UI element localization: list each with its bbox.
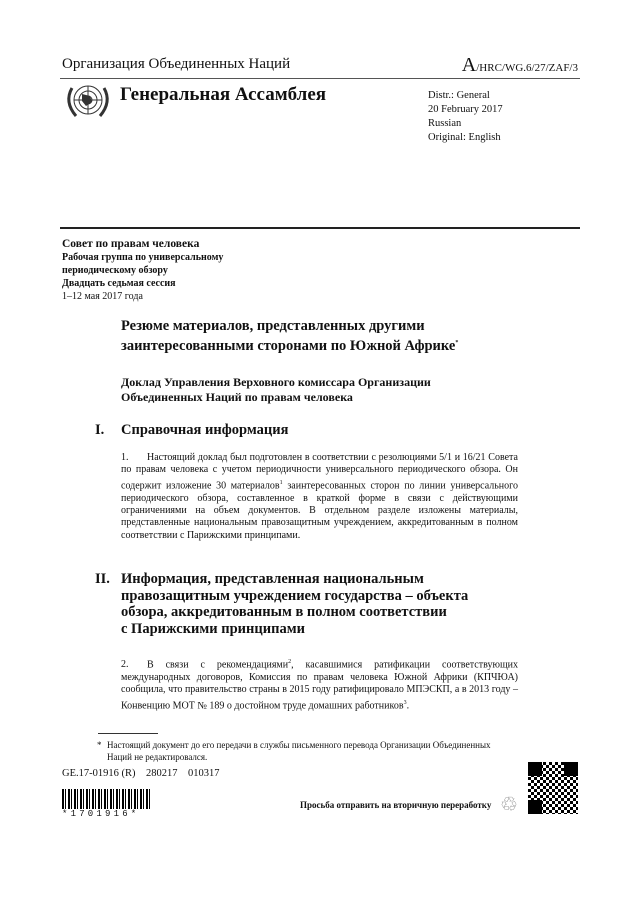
distribution-info	[428, 89, 503, 145]
section-title-line: с Парижскими принципами	[121, 620, 305, 637]
footnote	[97, 739, 517, 763]
job-number: GE.17-01916 (R) 280217 010317	[62, 768, 220, 779]
document-title	[121, 318, 458, 355]
thick-rule	[60, 227, 580, 229]
title-line: Резюме материалов, представленных другими	[121, 318, 425, 334]
footnote-ref[interactable]: 1	[279, 479, 283, 486]
document-subtitle	[121, 375, 431, 405]
original-line: Original: English	[428, 132, 501, 143]
title-footnote-mark[interactable]: *	[455, 340, 459, 346]
section-title-line: правозащитным учреждением государства – объекта	[121, 587, 469, 604]
section-title-line: обзора, аккредитованным в полном соответствии	[121, 604, 447, 620]
organization-name: Организация Объединенных Наций	[62, 56, 291, 72]
paragraph-text: .	[406, 699, 410, 711]
document-symbol	[462, 54, 578, 77]
paragraph-text: В связи с рекомендациями	[147, 659, 289, 671]
working-group-cont: периодическому обзору	[62, 265, 168, 276]
footnote-mark: *	[97, 740, 102, 750]
footnote-ref[interactable]: 3	[403, 699, 407, 706]
footnote-ref[interactable]: 2	[288, 659, 292, 665]
section-number: II.	[95, 571, 110, 587]
subtitle-line: Доклад Управления Верховного комиссара Организации	[121, 375, 431, 389]
barcode	[62, 789, 150, 809]
header-rule	[60, 78, 580, 79]
section-heading-2	[95, 571, 495, 637]
general-assembly-title: Генеральная Ассамблея	[120, 84, 327, 105]
council-block	[62, 238, 223, 303]
session-dates: 1–12 мая 2017 года	[62, 291, 143, 302]
section-title-line: Информация, представленная национальным	[121, 571, 424, 587]
working-group: Рабочая группа по универсальному	[62, 252, 224, 263]
council-name: Совет по правам человека	[62, 238, 200, 250]
footnote-rule	[98, 733, 158, 734]
paragraph-number: 1.	[121, 452, 129, 463]
section-heading-1	[95, 422, 495, 439]
date-line: 20 February 2017	[428, 104, 503, 115]
paragraph-text: , касавшимися ратификации соответствующих международных договоров, Комиссия по правам человека Южной Африки (КПЧЮА) сообщила, что правительство страны в 2015 году ратифицировало МПЭСКП, а в 2013 году – Конвенцию МОТ № 189 о достойном труде домашних работников	[121, 659, 518, 711]
language-line: Russian	[428, 118, 462, 129]
recycle-icon: ♲	[500, 794, 518, 816]
recycle-note: Просьба отправить на вторичную переработку	[300, 800, 492, 810]
footnote-text: Настоящий документ до его передачи в службы письменного перевода Организации Объединенных Наций не редактировался.	[107, 740, 491, 762]
subtitle-line: Объединенных Наций по правам человека	[121, 390, 353, 404]
distr-line: Distr.: General	[428, 90, 490, 101]
barcode-number: *1701916*	[62, 809, 140, 819]
qr-code-icon[interactable]	[528, 762, 578, 814]
symbol-code: /HRC/WG.6/27/ZAF/3	[476, 62, 578, 74]
paragraph-1	[121, 452, 518, 542]
title-line: заинтересованными сторонами по Южной Африке	[121, 337, 456, 354]
paragraph-text: Настоящий доклад был подготовлен в соответствии с резолюциями 5/1 и 16/21 Совета по правам человека с учетом периодичности универсального периодического обзора. Он содержит изложение 30 материалов	[121, 452, 518, 492]
session: Двадцать седьмая сессия	[62, 278, 176, 289]
paragraph-text: заинтересованных сторон по линии универсального периодического обзора, составленное в краткой форме в связи с действующими ограничениями на объем документов. В отдельном разделе изложены материалы, представленные национальным правозащитным учреждением, аккредитованным в полном соответствии с Парижскими принципами.	[121, 480, 519, 541]
un-emblem-icon	[62, 82, 114, 122]
section-number: I.	[95, 422, 105, 438]
symbol-letter: A	[461, 54, 477, 76]
paragraph-number: 2.	[121, 659, 129, 671]
paragraph-2	[121, 656, 518, 712]
section-title: Справочная информация	[121, 422, 289, 438]
